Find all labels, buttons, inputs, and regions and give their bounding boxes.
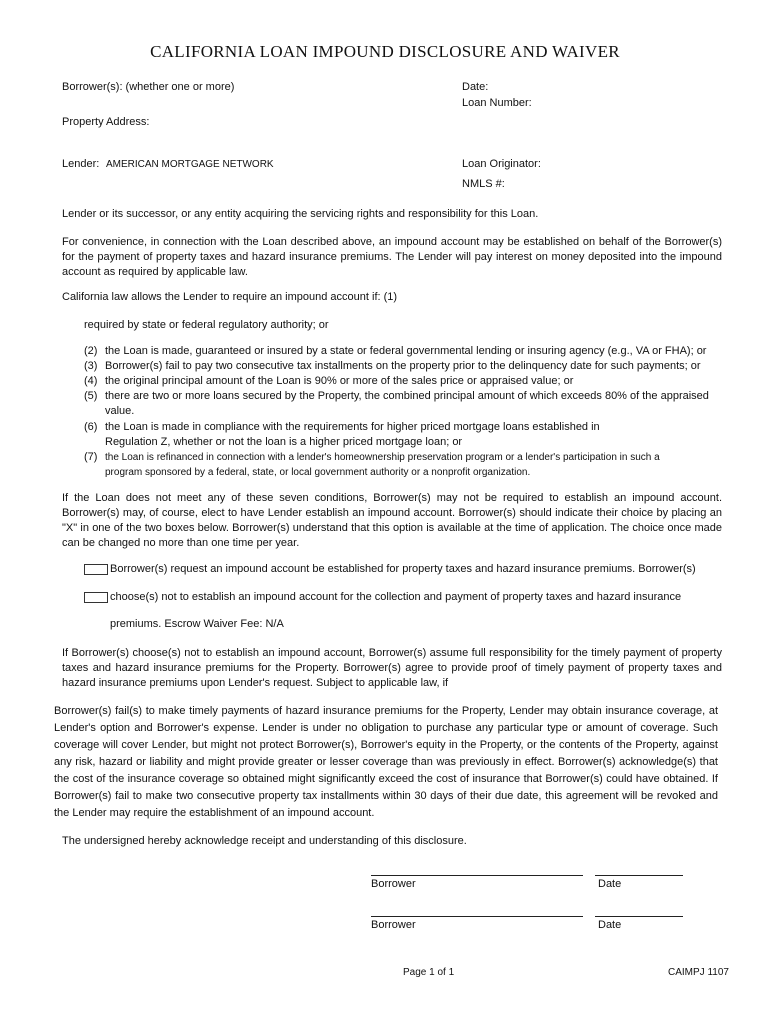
borrower-label-2: Borrower: [371, 919, 416, 931]
condition-text: the Loan is made in compliance with the requirements for higher priced mortgage loans established in: [105, 421, 600, 433]
condition-6: [84, 420, 724, 450]
property-address-label: Property Address:: [62, 116, 150, 128]
condition-number: (7): [84, 451, 98, 463]
condition-1: required by state or federal regulatory authority; or: [84, 319, 329, 331]
page-title: CALIFORNIA LOAN IMPOUND DISCLOSURE AND WAIVER: [150, 42, 620, 61]
condition-number: (5): [84, 390, 98, 402]
date-label-2: Date: [598, 919, 622, 931]
loan-originator-label: Loan Originator:: [462, 158, 541, 170]
lender-label: Lender:: [62, 158, 100, 170]
condition-text: Borrower(s) fail to pay two consecutive tax installments on the property prior to the delinquency date for such payments; or: [105, 360, 701, 372]
convenience-paragraph: For convenience, in connection with the Loan described above, an impound account may be established on behalf of the Borrower(s) for the payment of property taxes and hazard insurance premiums. The Lender will pay interest on money deposited into the impound account as required by applicable law.: [62, 236, 722, 278]
nmls-label: NMLS #:: [462, 178, 505, 190]
date-line-2[interactable]: [595, 916, 683, 917]
borrower-signature-line-1[interactable]: [371, 875, 583, 876]
borrower-signature-line-2[interactable]: [371, 916, 583, 917]
escrow-waiver-fee: premiums. Escrow Waiver Fee: N/A: [110, 618, 284, 630]
waive-impound-option: choose(s) not to establish an impound account for the collection and payment of property taxes and hazard insurance: [110, 591, 682, 603]
condition-7: [84, 450, 724, 480]
date-label-1: Date: [598, 878, 622, 890]
condition-text-continued: program sponsored by a federal, state, or local government authority or a nonprofit organization.: [105, 467, 531, 478]
waive-impound-checkbox[interactable]: [84, 592, 108, 603]
condition-5: [84, 389, 724, 419]
condition-number: (2): [84, 345, 98, 357]
date-line-1[interactable]: [595, 875, 683, 876]
lender-successor-text: Lender or its successor, or any entity acquiring the servicing rights and responsibility for this Loan.: [62, 208, 539, 220]
request-impound-option: Borrower(s) request an impound account be established for property taxes and hazard insurance premiums. Borrower(s): [110, 563, 696, 575]
california-law-text: California law allows the Lender to require an impound account if: (1): [62, 291, 398, 303]
condition-3: [84, 359, 724, 374]
condition-number: (6): [84, 421, 98, 433]
condition-2: [84, 344, 724, 359]
condition-text-continued: Regulation Z, whether or not the loan is a higher priced mortgage loan; or: [105, 436, 463, 448]
seven-conditions-paragraph: If the Loan does not meet any of these seven conditions, Borrower(s) may not be required to establish an impound account. Borrower(s) may, of course, elect to have Lender establish an impound account. Borrower(s) should indicate their choice by placing an "X" in one of the two boxes below. Borrower(s) understand that this option is available at the time of application. The choice once made can be changed no more than one time per year.: [62, 492, 722, 549]
acknowledge-text: The undersigned hereby acknowledge receipt and understanding of this disclosure.: [62, 835, 467, 847]
condition-text-continued: value.: [105, 405, 135, 417]
date-label: Date:: [462, 81, 489, 93]
condition-number: (3): [84, 360, 98, 372]
condition-text: the Loan is refinanced in connection with a lender's homeownership preservation program or a lender's participation in such a: [105, 452, 660, 463]
borrowers-label: Borrower(s): (whether one or more): [62, 81, 235, 93]
condition-4: [84, 374, 724, 389]
fail-payments-paragraph: Borrower(s) fail(s) to make timely payments of hazard insurance premiums for the Property, Lender may obtain insurance coverage, at Lender's option and Borrower's expense. Lender is under no obligation to purchase any particular type or amount of coverage. Such coverage will cover Lender, but might not protect Borrower(s), Borrower's equity in the Property, or the contents of the Property, against any risk, hazard or liability and might provide greater or lesser coverage than was previously in effect. Borrower(s) acknowledge(s) that the cost of the insurance coverage so obtained might significantly exceed the cost of insurance that Borrower(s) could have obtained. If Borrower(s) fail to make two consecutive property tax installments within 30 days of their due date, this agreement will be revoked and the Lender may require the establishment of an impound account.: [54, 705, 718, 819]
lender-value: AMERICAN MORTGAGE NETWORK: [106, 159, 274, 170]
condition-text: the Loan is made, guaranteed or insured by a state or federal governmental lending or insuring agency (e.g., VA or FHA); or: [105, 345, 707, 357]
form-code: CAIMPJ 1107: [668, 967, 729, 978]
request-impound-checkbox[interactable]: [84, 564, 108, 575]
loan-number-label: Loan Number:: [462, 97, 532, 109]
page-number: Page 1 of 1: [403, 967, 455, 978]
borrower-label-1: Borrower: [371, 878, 416, 890]
condition-text: there are two or more loans secured by the Property, the combined principal amount of which exceeds 80% of the appraised: [105, 390, 709, 402]
if-choose-paragraph: If Borrower(s) choose(s) not to establish an impound account, Borrower(s) assume full responsibility for the timely payment of property taxes and hazard insurance premiums for the Property. Borrower(s) agree to provide proof of timely payment of property taxes and hazard insurance premiums upon Lender's request. Subject to applicable law, if: [62, 647, 722, 689]
condition-number: (4): [84, 375, 98, 387]
condition-text: the original principal amount of the Loan is 90% or more of the sales price or appraised value; or: [105, 375, 574, 387]
